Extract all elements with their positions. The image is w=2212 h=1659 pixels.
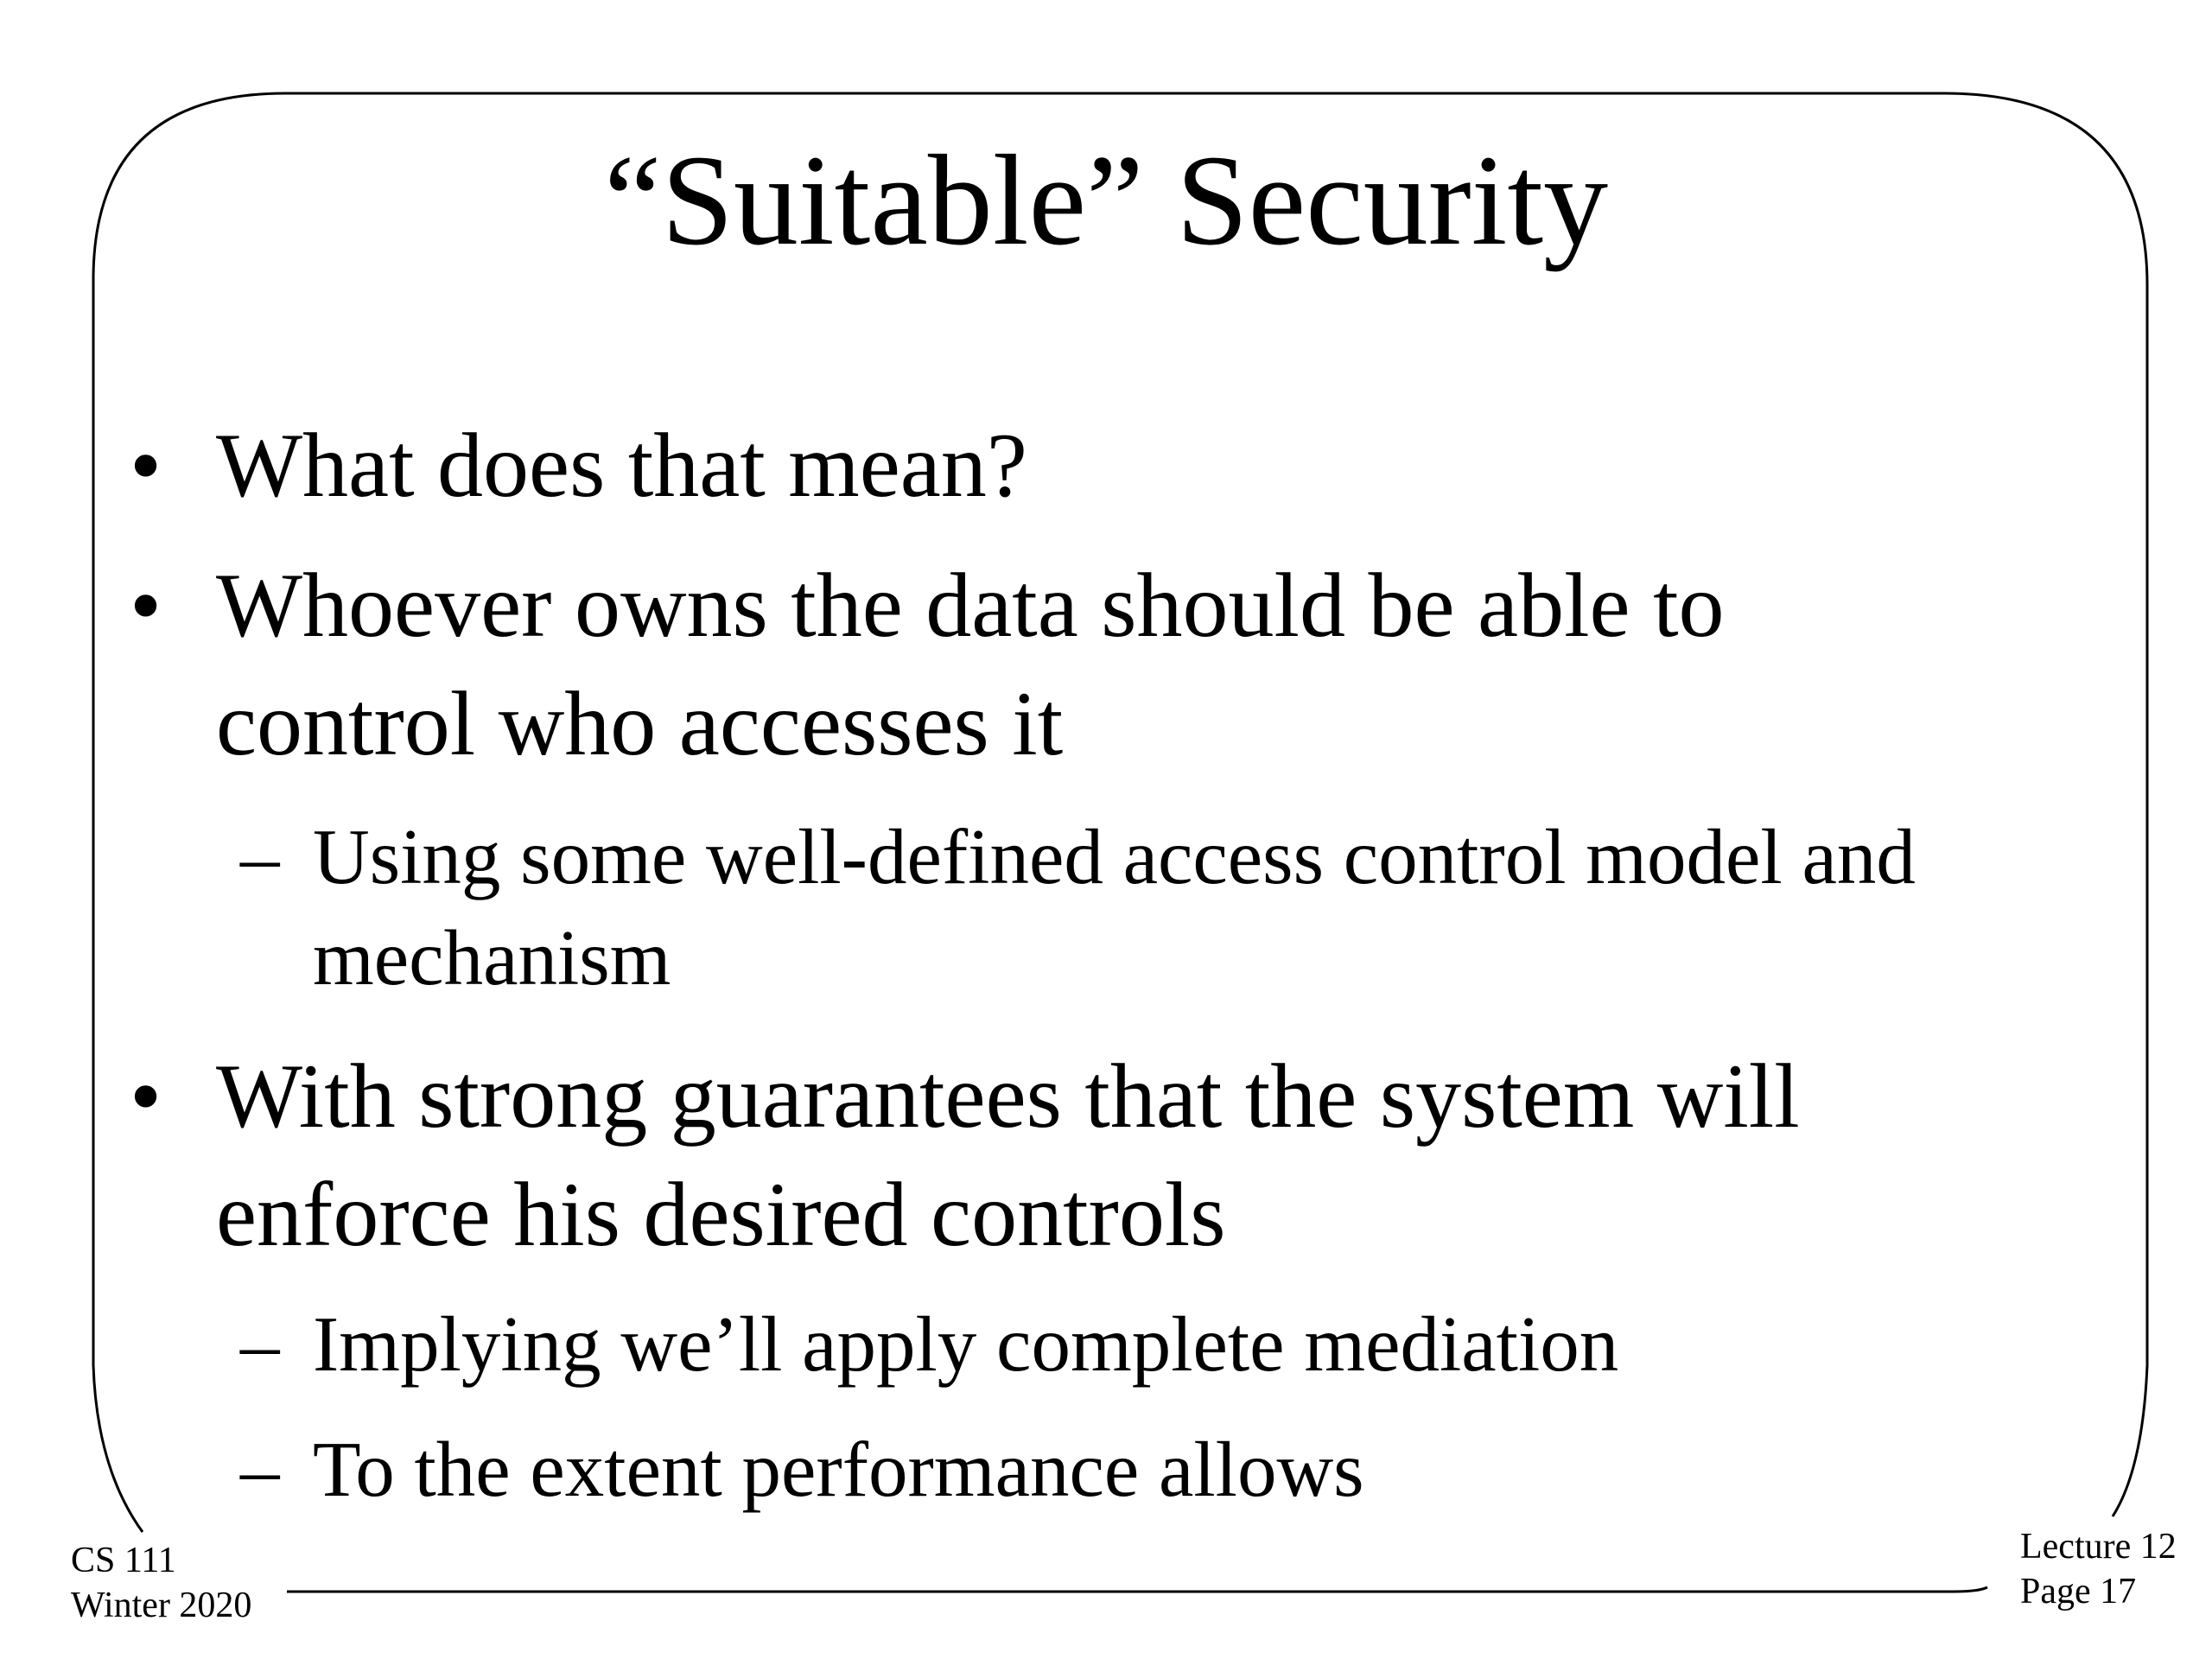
sub-bullet-text-2-1-line-2: mechanism	[313, 914, 671, 1001]
bullet-marker: •	[130, 415, 162, 516]
sub-bullet-text-3-2: To the extent performance allows	[313, 1426, 1364, 1513]
footer-term: Winter 2020	[71, 1586, 252, 1625]
bullet-marker: •	[130, 1046, 162, 1147]
bullet-text-3-line-2: enforce his desired controls	[216, 1164, 1226, 1265]
bullet-text-2-line-2: control who accesses it	[216, 673, 1064, 774]
sub-bullet-marker: –	[240, 813, 280, 900]
footer-lecture: Lecture 12	[2020, 1527, 2177, 1567]
footer-rule	[287, 1587, 1987, 1592]
bullet-text-1: What does that mean?	[216, 415, 1027, 516]
bullet-marker: •	[130, 555, 162, 656]
sub-bullet-marker: –	[240, 1426, 280, 1513]
footer-course: CS 111	[71, 1541, 176, 1580]
sub-bullet-text-3-1: Implying we’ll apply complete mediation	[313, 1300, 1619, 1388]
footer-page-number: Page 17	[2020, 1572, 2137, 1611]
sub-bullet-text-2-1-line-1: Using some well-defined access control model and	[313, 813, 1916, 900]
bullet-text-2-line-1: Whoever owns the data should be able to	[216, 555, 1725, 656]
sub-bullet-marker: –	[240, 1300, 280, 1388]
slide-title: “Suitable” Security	[603, 129, 1609, 272]
bullet-text-3-line-1: With strong guarantees that the system will	[216, 1046, 1800, 1147]
